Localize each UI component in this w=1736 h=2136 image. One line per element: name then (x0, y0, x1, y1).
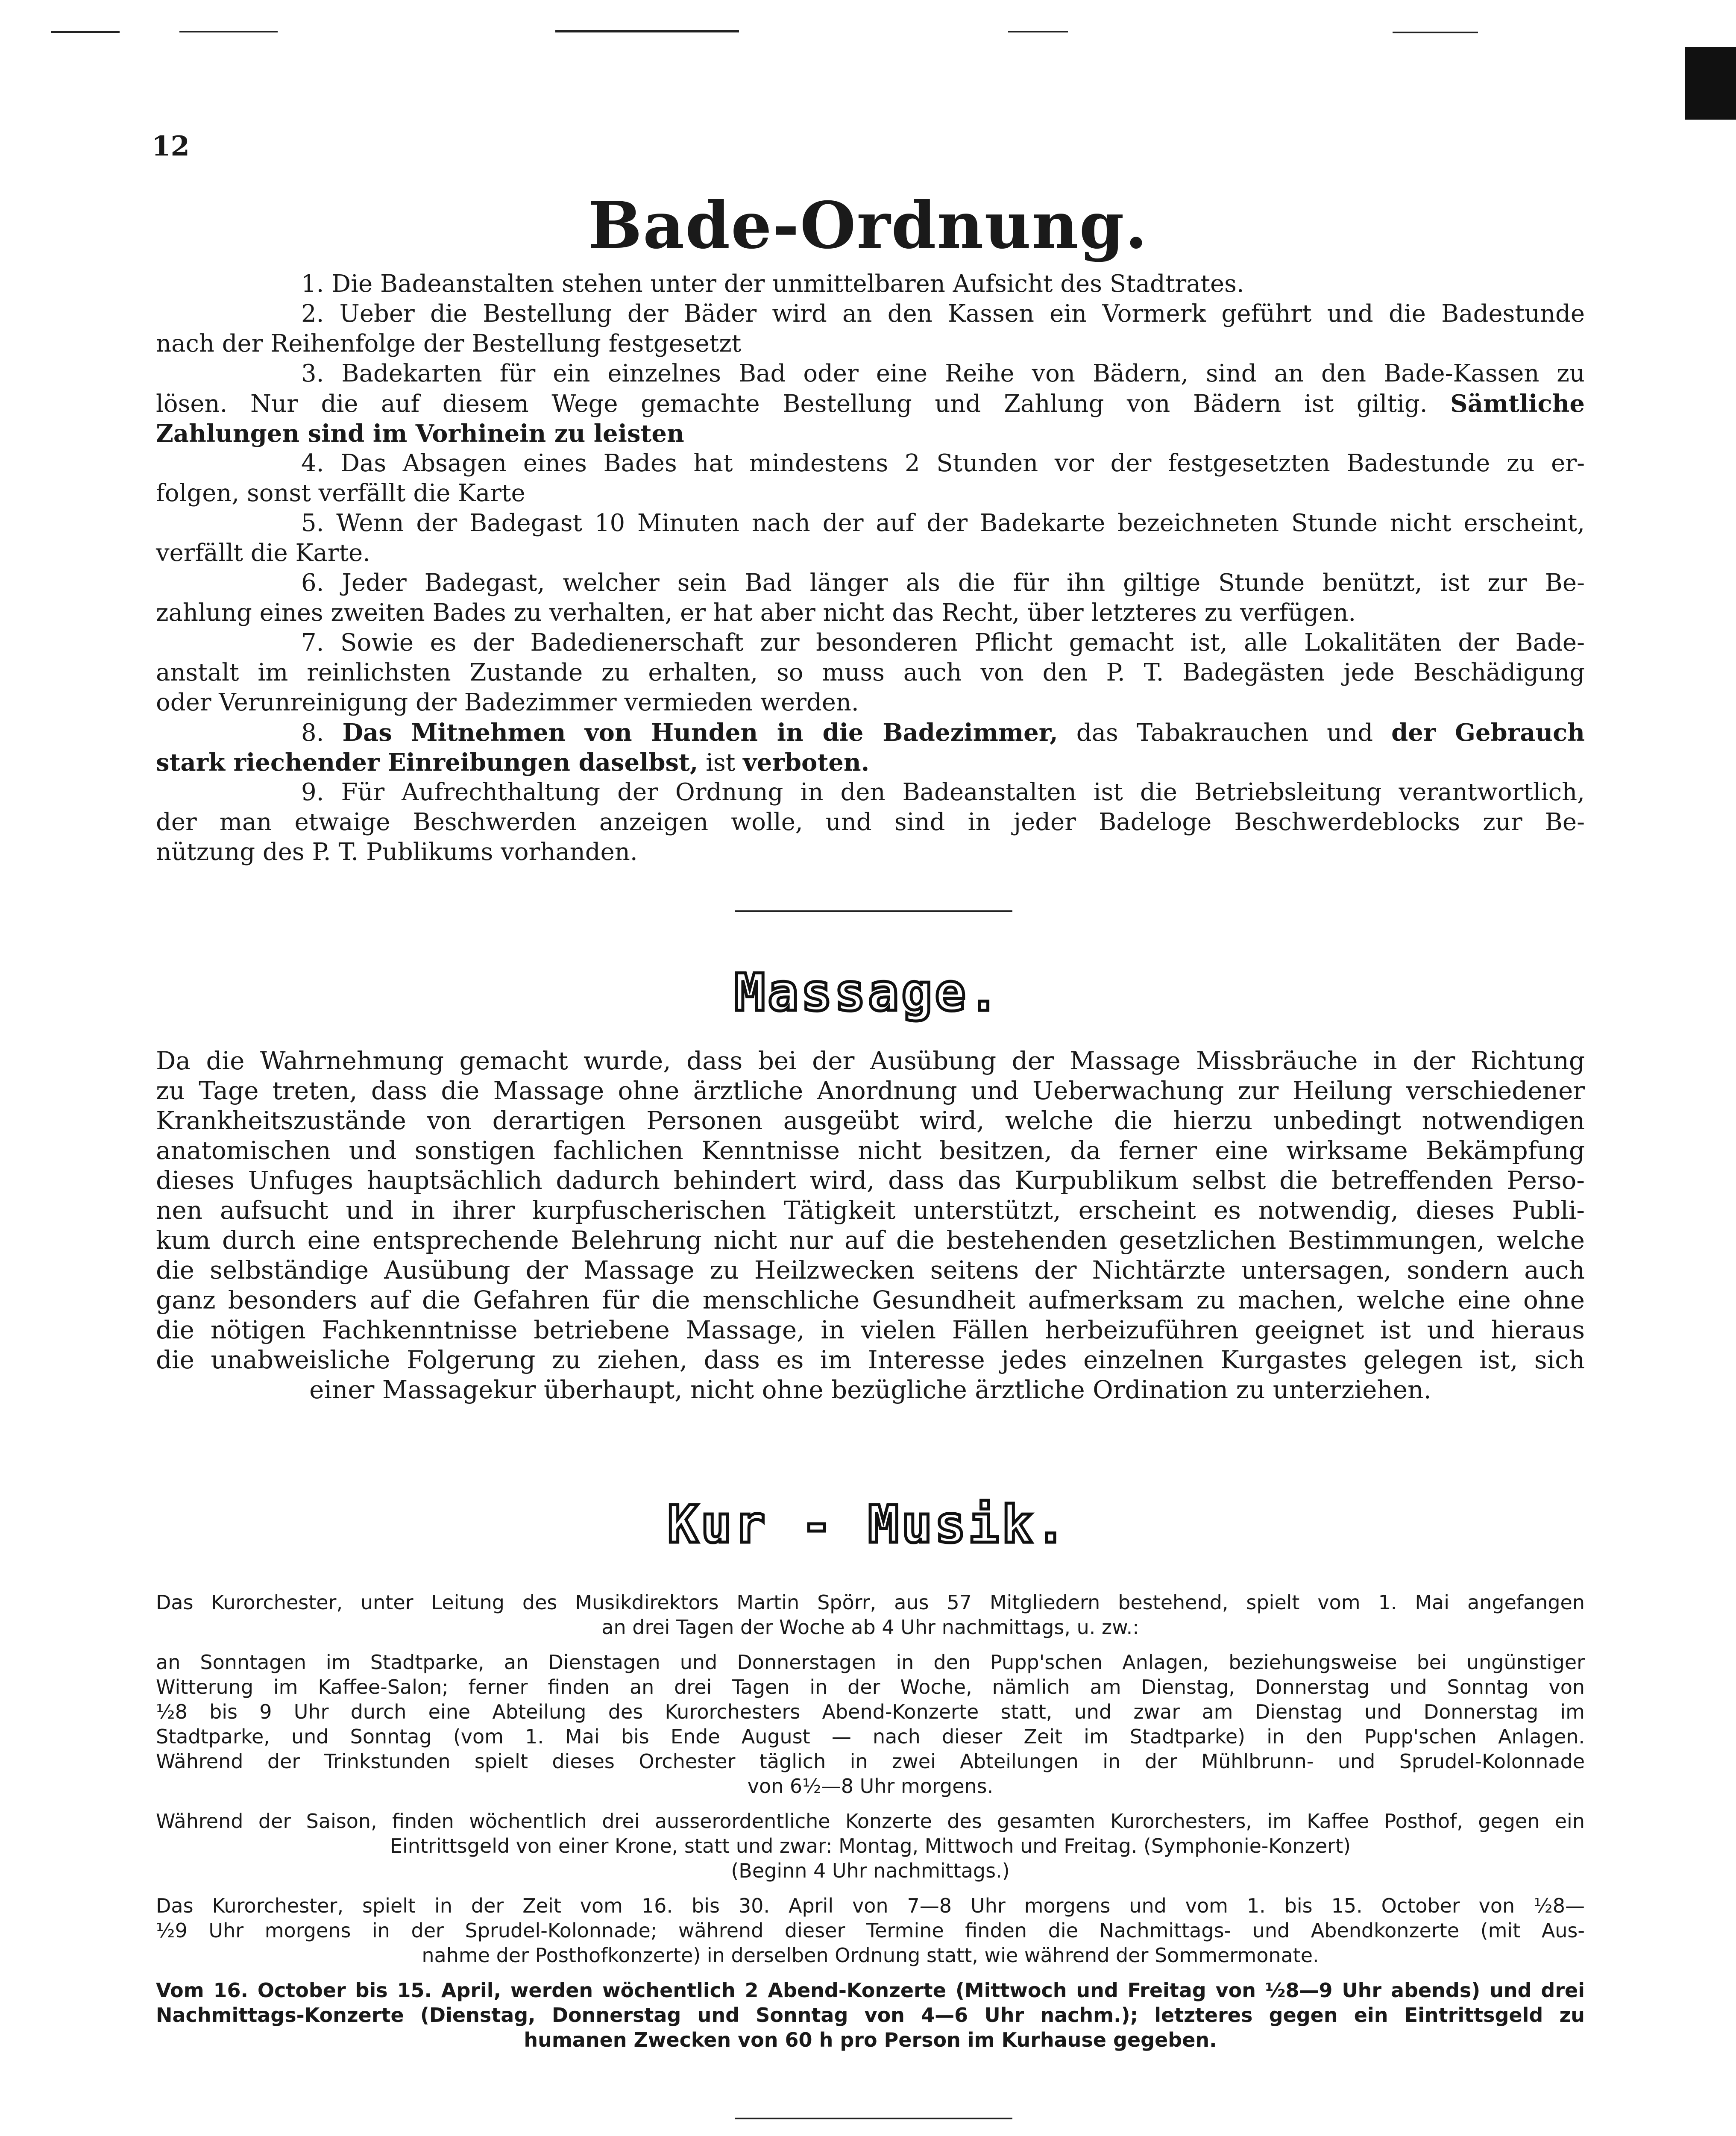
kur-musik-text-line: Das Kurorchester, unter Leitung des Musikdirektors Martin Spörr, aus 57 Mitgliedern bestehend, spielt vom 1. Mai angefangen (156, 1591, 1585, 1614)
rule-text-line: Zahlungen sind im Vorhinein zu leisten (156, 420, 684, 448)
rule-text-line: anstalt im reinlichsten Zustande zu erhalten, so muss auch von den P. T. Badegästen jede Beschädigung (156, 659, 1585, 687)
massage-text-line: ganz besonders auf die Gefahren für die menschliche Gesundheit aufmerksam zu machen, welche eine ohne (156, 1285, 1585, 1314)
massage-text-line: die unabweisliche Folgerung zu ziehen, dass es im Interesse jedes einzelnen Kurgastes gelegen ist, sich (156, 1345, 1585, 1374)
rule-text-fragment: 8. (301, 719, 324, 747)
top-rule (1393, 32, 1478, 33)
kur-musik-text-line: an Sonntagen im Stadtparke, an Dienstagen und Donnerstagen in den Pupp'schen Anlagen, beziehungsweise bei ungünstiger (156, 1651, 1585, 1674)
rule-text-line: oder Verunreinigung der Badezimmer vermieden werden. (156, 689, 859, 716)
massage-text-line: nen aufsucht und in ihrer kurpfuscherischen Tätigkeit unterstützt, erscheint es notwendig, dieses Publi- (156, 1196, 1585, 1225)
rule-text-emphasis: stark riechender Einreibungen daselbst, (156, 748, 698, 777)
kur-musik-text-line: von 6½—8 Uhr morgens. (747, 1775, 994, 1798)
rule-text-emphasis: verboten. (743, 748, 870, 777)
top-rule (555, 30, 739, 32)
top-rule (1008, 31, 1068, 32)
section-title-kur-musik: Kur - Musik. (667, 1495, 1069, 1555)
top-rule (179, 31, 278, 32)
edge-blot (1685, 47, 1736, 120)
rule-text-emphasis: Sämtliche (1450, 390, 1585, 418)
rule-text-line: 5. Wenn der Badegast 10 Minuten nach der auf der Badekarte bezeichneten Stunde nicht erscheint, (301, 509, 1585, 537)
kur-musik-text-line: ½8 bis 9 Uhr durch eine Abteilung des Kurorchesters Abend-Konzerte statt, und zwar am Dienstag und Donnerstag im (156, 1700, 1585, 1723)
kur-musik-text-line: Stadtparke, und Sonntag (vom 1. Mai bis Ende August — nach dieser Zeit im Stadtparke) in den Pupp'schen Anlagen. (156, 1725, 1585, 1748)
kur-musik-text-line: Vom 16. October bis 15. April, werden wöchentlich 2 Abend-Konzerte (Mittwoch und Freitag von ½8—9 Uhr abends) und drei (156, 1979, 1585, 2002)
kur-musik-text-line: humanen Zwecken von 60 h pro Person im Kurhause gegeben. (524, 2028, 1217, 2051)
rule-text-line (301, 718, 1585, 748)
rule-text-fragment: ist (706, 749, 736, 777)
massage-text-line: kum durch eine entsprechende Belehrung nicht nur auf die bestehenden gesetzlichen Bestimmungen, welche (156, 1226, 1585, 1255)
kur-musik-text-line: Das Kurorchester, spielt in der Zeit vom 16. bis 30. April von 7—8 Uhr morgens und vom 1. bis 15. October von ½8— (156, 1894, 1585, 1917)
rule-text-line: 4. Das Absagen eines Bades hat mindestens 2 Stunden vor der festgesetzten Badestunde zu er- (301, 449, 1585, 477)
rule-text-line: verfällt die Karte. (156, 539, 370, 567)
rule-text-line: 1. Die Badeanstalten stehen unter der unmittelbaren Aufsicht des Stadtrates. (301, 270, 1244, 298)
rule-text-emphasis: der Gebrauch (1391, 719, 1585, 747)
rule-text-line: 7. Sowie es der Badedienerschaft zur besonderen Pflicht gemacht ist, alle Lokalitäten der Bade- (301, 629, 1585, 657)
rule-text-line: nützung des P. T. Publikums vorhanden. (156, 838, 638, 866)
kur-musik-text-line: ½9 Uhr morgens in der Sprudel-Kolonnade; während dieser Termine finden die Nachmittags- und Abendkonzerte (mit Aus- (156, 1919, 1585, 1942)
section-title-bade-ordnung: Bade-Ordnung. (588, 188, 1148, 263)
massage-text-line: einer Massagekur überhaupt, nicht ohne bezügliche ärztliche Ordination zu unterziehen. (309, 1375, 1431, 1404)
page-number: 12 (152, 130, 190, 162)
kur-musik-text-line: (Beginn 4 Uhr nachmittags.) (731, 1859, 1010, 1882)
rule-text-line (156, 389, 1585, 419)
rule-text-fragment: lösen. Nur die auf diesem Wege gemachte Bestellung und Zahlung von Bädern ist giltig. (156, 390, 1428, 418)
section-title-massage: Massage. (734, 963, 1002, 1023)
rule-text-line: 2. Ueber die Bestellung der Bäder wird an den Kassen ein Vormerk geführt und die Badestunde (301, 300, 1585, 328)
massage-text-line: Krankheitszustände von derartigen Personen ausgeübt wird, welche die hierzu unbedingt notwendigen (156, 1106, 1585, 1135)
rule-text-line: nach der Reihenfolge der Bestellung festgesetzt (156, 330, 742, 358)
top-rule (51, 31, 120, 33)
rule-text-line: 6. Jeder Badegast, welcher sein Bad länger als die für ihn giltige Stunde benützt, ist zur Be- (301, 569, 1585, 597)
rule-text-line: 9. Für Aufrechthaltung der Ordnung in den Badeanstalten ist die Betriebsleitung verantwortlich, (301, 778, 1585, 806)
kur-musik-text-line: Witterung im Kaffee-Salon; ferner finden an drei Tagen in der Woche, nämlich am Dienstag, Donnerstag und Sonntag von (156, 1675, 1585, 1699)
kur-musik-text-line: Nachmittags-Konzerte (Dienstag, Donnerstag und Sonntag von 4—6 Uhr nachm.); letzteres gegen ein Eintrittsgeld zu (156, 2004, 1585, 2027)
rule-text-line: zahlung eines zweiten Bades zu verhalten, er hat aber nicht das Recht, über letzteres zu verfügen. (156, 599, 1356, 627)
kur-musik-text-line: an drei Tagen der Woche ab 4 Uhr nachmittags, u. zw.: (601, 1616, 1139, 1639)
massage-text-line: zu Tage treten, dass die Massage ohne ärztliche Anordnung und Ueberwachung zur Heilung verschiedener (156, 1076, 1585, 1105)
rule-text-fragment: das Tabakrauchen und (1076, 719, 1373, 747)
section-divider (735, 2118, 1012, 2119)
kur-musik-text-line: Während der Trinkstunden spielt dieses Orchester täglich in zwei Abteilungen in der Mühlbrunn- und Sprudel-Kolonnade (156, 1750, 1585, 1773)
massage-text-line: die nötigen Fachkenntnisse betriebene Massage, in vielen Fällen herbeizuführen geeignet ist und hieraus (156, 1315, 1585, 1344)
massage-text-line: Da die Wahrnehmung gemacht wurde, dass bei der Ausübung der Massage Missbräuche in der Richtung (156, 1046, 1585, 1075)
rule-text-emphasis: Das Mitnehmen von Hunden in die Badezimmer, (342, 719, 1058, 747)
kur-musik-text-line: Eintrittsgeld von einer Krone, statt und zwar: Montag, Mittwoch und Freitag. (Symphonie-Konzert) (390, 1834, 1351, 1857)
kur-musik-text-line: Während der Saison, finden wöchentlich drei ausserordentliche Konzerte des gesamten Kurorchesters, im Kaffee Posthof, gegen ein (156, 1810, 1585, 1833)
massage-text-line: dieses Unfuges hauptsächlich dadurch behindert wird, dass das Kurpublikum selbst die betreffenden Perso- (156, 1166, 1585, 1195)
massage-text-line: die selbständige Ausübung der Massage zu Heilzwecken seitens der Nichtärzte untersagen, sondern auch (156, 1256, 1585, 1285)
rule-text-line (156, 748, 1585, 778)
massage-text-line: anatomischen und sonstigen fachlichen Kenntnisse nicht besitzen, da ferner eine wirksame Bekämpfung (156, 1136, 1585, 1165)
rule-text-line: folgen, sonst verfällt die Karte (156, 479, 525, 507)
rule-text-line: 3. Badekarten für ein einzelnes Bad oder eine Reihe von Bädern, sind an den Bade-Kassen zu (301, 360, 1585, 387)
section-divider (735, 910, 1012, 912)
rule-text-line: der man etwaige Beschwerden anzeigen wolle, und sind in jeder Badeloge Beschwerdeblocks zur Be- (156, 808, 1585, 836)
kur-musik-text-line: nahme der Posthofkonzerte) in derselben Ordnung statt, wie während der Sommermonate. (422, 1944, 1319, 1967)
